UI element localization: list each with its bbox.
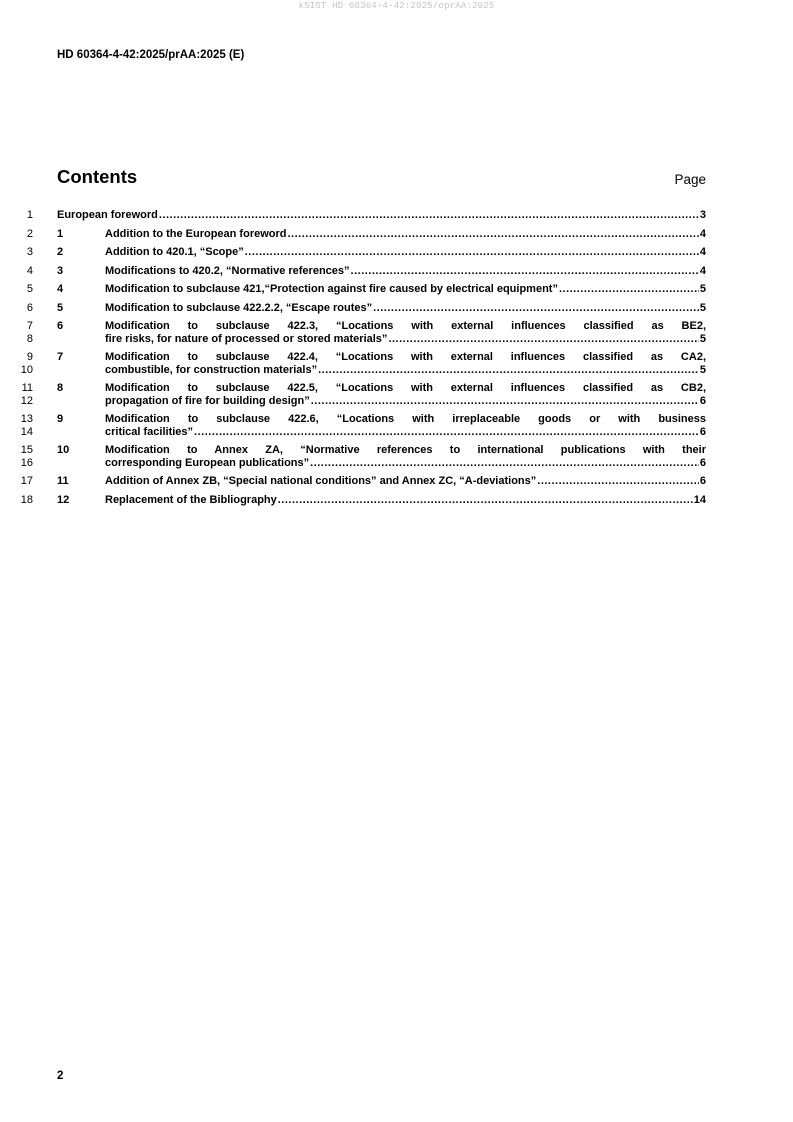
toc-entry-body [105,265,706,278]
line-numbers [0,320,33,345]
table-of-contents [0,209,793,512]
dot-leader [245,246,699,259]
toc-entry-page: 5 [699,363,706,376]
toc-entry-number: 6 [57,320,64,332]
line-number: 15 [20,444,33,456]
line-number: 9 [26,351,33,363]
toc-entry-page: 6 [699,475,706,487]
toc-entry[interactable] [0,283,793,296]
line-numbers [0,228,33,241]
toc-entry-title-line [105,494,706,507]
toc-entry-body [105,302,706,315]
toc-entry-body [105,351,706,376]
toc-entry-number: 12 [57,493,70,506]
toc-entry-body [105,413,706,438]
line-numbers [0,444,33,469]
toc-entry-number: 5 [57,301,64,314]
toc-entry-title: Modification to subclause 422.2.2, “Escape routes” [105,301,373,314]
toc-entry-page: 6 [699,456,706,469]
toc-entry[interactable] [0,209,793,222]
toc-entry-title: Addition to 420.1, “Scope” [105,246,244,258]
toc-entry-title: critical facilities” [105,425,194,438]
toc-entry[interactable] [0,228,793,241]
toc-entry-title: European foreword [57,209,158,221]
contents-title: Contents [57,166,138,187]
line-number: 1 [26,209,33,221]
toc-entry[interactable] [0,444,793,469]
line-numbers [0,475,33,488]
line-numbers [0,494,33,507]
line-number: 8 [26,332,33,345]
toc-entry-title: corresponding European publications” [105,456,310,469]
toc-entry-body [105,246,706,259]
toc-entry-number: 2 [57,246,64,258]
toc-entry-number: 11 [57,475,69,487]
line-numbers [0,209,33,222]
document-id: HD 60364-4-42:2025/prAA:2025 (E) [57,49,245,61]
toc-entry-title-line [105,426,706,439]
toc-entry-body [105,494,706,507]
toc-entry-title-line [105,457,706,470]
toc-entry-title-line: Modification to subclause 422.4, “Locations with external influences classified as CA2, [105,351,706,363]
line-number: 13 [20,413,33,425]
toc-entry-body [105,228,706,241]
toc-entry-page: 4 [699,246,706,258]
toc-entry-title: Addition of Annex ZB, “Special national conditions” and Annex ZC, “A-deviations” [105,475,537,487]
toc-entry-page: 14 [693,493,706,506]
toc-entry[interactable] [0,382,793,407]
toc-entry-page: 4 [699,227,706,240]
toc-entry-title: propagation of fire for building design” [105,394,310,407]
dot-leader [537,475,699,488]
toc-entry-body [105,382,706,407]
dot-leader [278,494,693,507]
toc-entry-title-line [105,228,706,241]
toc-entry-page: 5 [699,283,706,295]
toc-entry-title-line [57,209,706,222]
line-numbers [0,382,33,407]
line-number: 11 [21,382,33,394]
toc-entry-title-line: Modification to subclause 422.5, “Locations with external influences classified as CB2, [105,382,706,394]
dot-leader [288,228,699,241]
line-number: 17 [20,475,33,487]
toc-entry[interactable] [0,246,793,259]
page-column-label: Page [674,172,706,187]
toc-entry-title-line: Modification to Annex ZA, “Normative references to international publications with their [105,444,706,456]
toc-entry-number: 8 [57,382,64,394]
dot-leader [194,426,699,439]
dot-leader [310,457,699,470]
toc-entry-title-line [105,395,706,408]
toc-entry-body [105,475,706,488]
toc-entry-title-line [105,283,706,296]
dot-leader [559,283,699,296]
toc-entry-title-line [105,246,706,259]
line-number: 18 [20,493,33,506]
toc-entry-number: 4 [57,283,64,295]
toc-entry-title: Modifications to 420.2, “Normative references” [105,264,350,277]
toc-entry-page: 3 [699,209,706,221]
toc-entry-title-line: Modification to subclause 422.3, “Locations with external influences classified as BE2, [105,320,706,332]
toc-entry-body [105,444,706,469]
dot-leader [351,265,699,278]
line-number: 10 [20,363,33,376]
toc-entry-number: 7 [57,351,64,363]
dot-leader [388,333,698,346]
line-number: 7 [26,320,33,332]
line-number: 5 [26,283,33,295]
toc-entry-title: Replacement of the Bibliography [105,493,277,506]
toc-entry-title: fire risks, for nature of processed or stored materials” [105,332,388,345]
toc-entry[interactable] [0,302,793,315]
toc-entry-page: 6 [699,394,706,407]
toc-entry-title-line [105,302,706,315]
toc-entry-title-line [105,265,706,278]
toc-entry-body [105,283,706,296]
toc-entry-page: 4 [699,264,706,277]
line-numbers [0,246,33,259]
line-number: 3 [26,246,33,258]
toc-entry-number: 10 [57,444,70,456]
toc-entry-title: Addition to the European foreword [105,227,287,240]
toc-entry[interactable] [0,494,793,507]
line-numbers [0,351,33,376]
line-number: 16 [20,456,33,469]
toc-entry-number: 3 [57,264,64,277]
page-number: 2 [57,1070,64,1082]
toc-entry[interactable] [0,351,793,376]
toc-entry-title-line [105,364,706,377]
toc-entry-page: 5 [699,301,706,314]
line-number: 4 [26,264,33,277]
dot-leader [318,364,699,377]
toc-entry-page: 6 [699,425,706,438]
line-numbers [0,413,33,438]
toc-entry[interactable] [0,413,793,438]
toc-entry-title-line: Modification to subclause 422.6, “Locations with irreplaceable goods or with business [105,413,706,425]
toc-entry-number: 9 [57,413,64,425]
toc-entry-title-line [105,475,706,488]
line-numbers [0,283,33,296]
toc-entry-body [105,320,706,345]
toc-entry-title-line [105,333,706,346]
line-number: 12 [20,394,33,407]
toc-entry-number: 1 [57,227,64,240]
toc-entry[interactable] [0,475,793,488]
line-number: 6 [26,301,33,314]
toc-entry[interactable] [0,265,793,278]
line-numbers [0,302,33,315]
toc-entry-body [57,209,706,222]
line-number: 2 [26,227,33,240]
toc-entry-page: 5 [699,332,706,345]
dot-leader [373,302,699,315]
watermark: kSIST HD 60364-4-42:2025/oprAA:2025 [298,1,495,11]
toc-entry[interactable] [0,320,793,345]
line-number: 14 [20,425,33,438]
toc-entry-title: combustible, for construction materials” [105,363,318,376]
line-numbers [0,265,33,278]
toc-entry-title: Modification to subclause 421,“Protection against fire caused by electrical equipment” [105,283,558,295]
dot-leader [311,395,699,408]
dot-leader [159,209,699,222]
